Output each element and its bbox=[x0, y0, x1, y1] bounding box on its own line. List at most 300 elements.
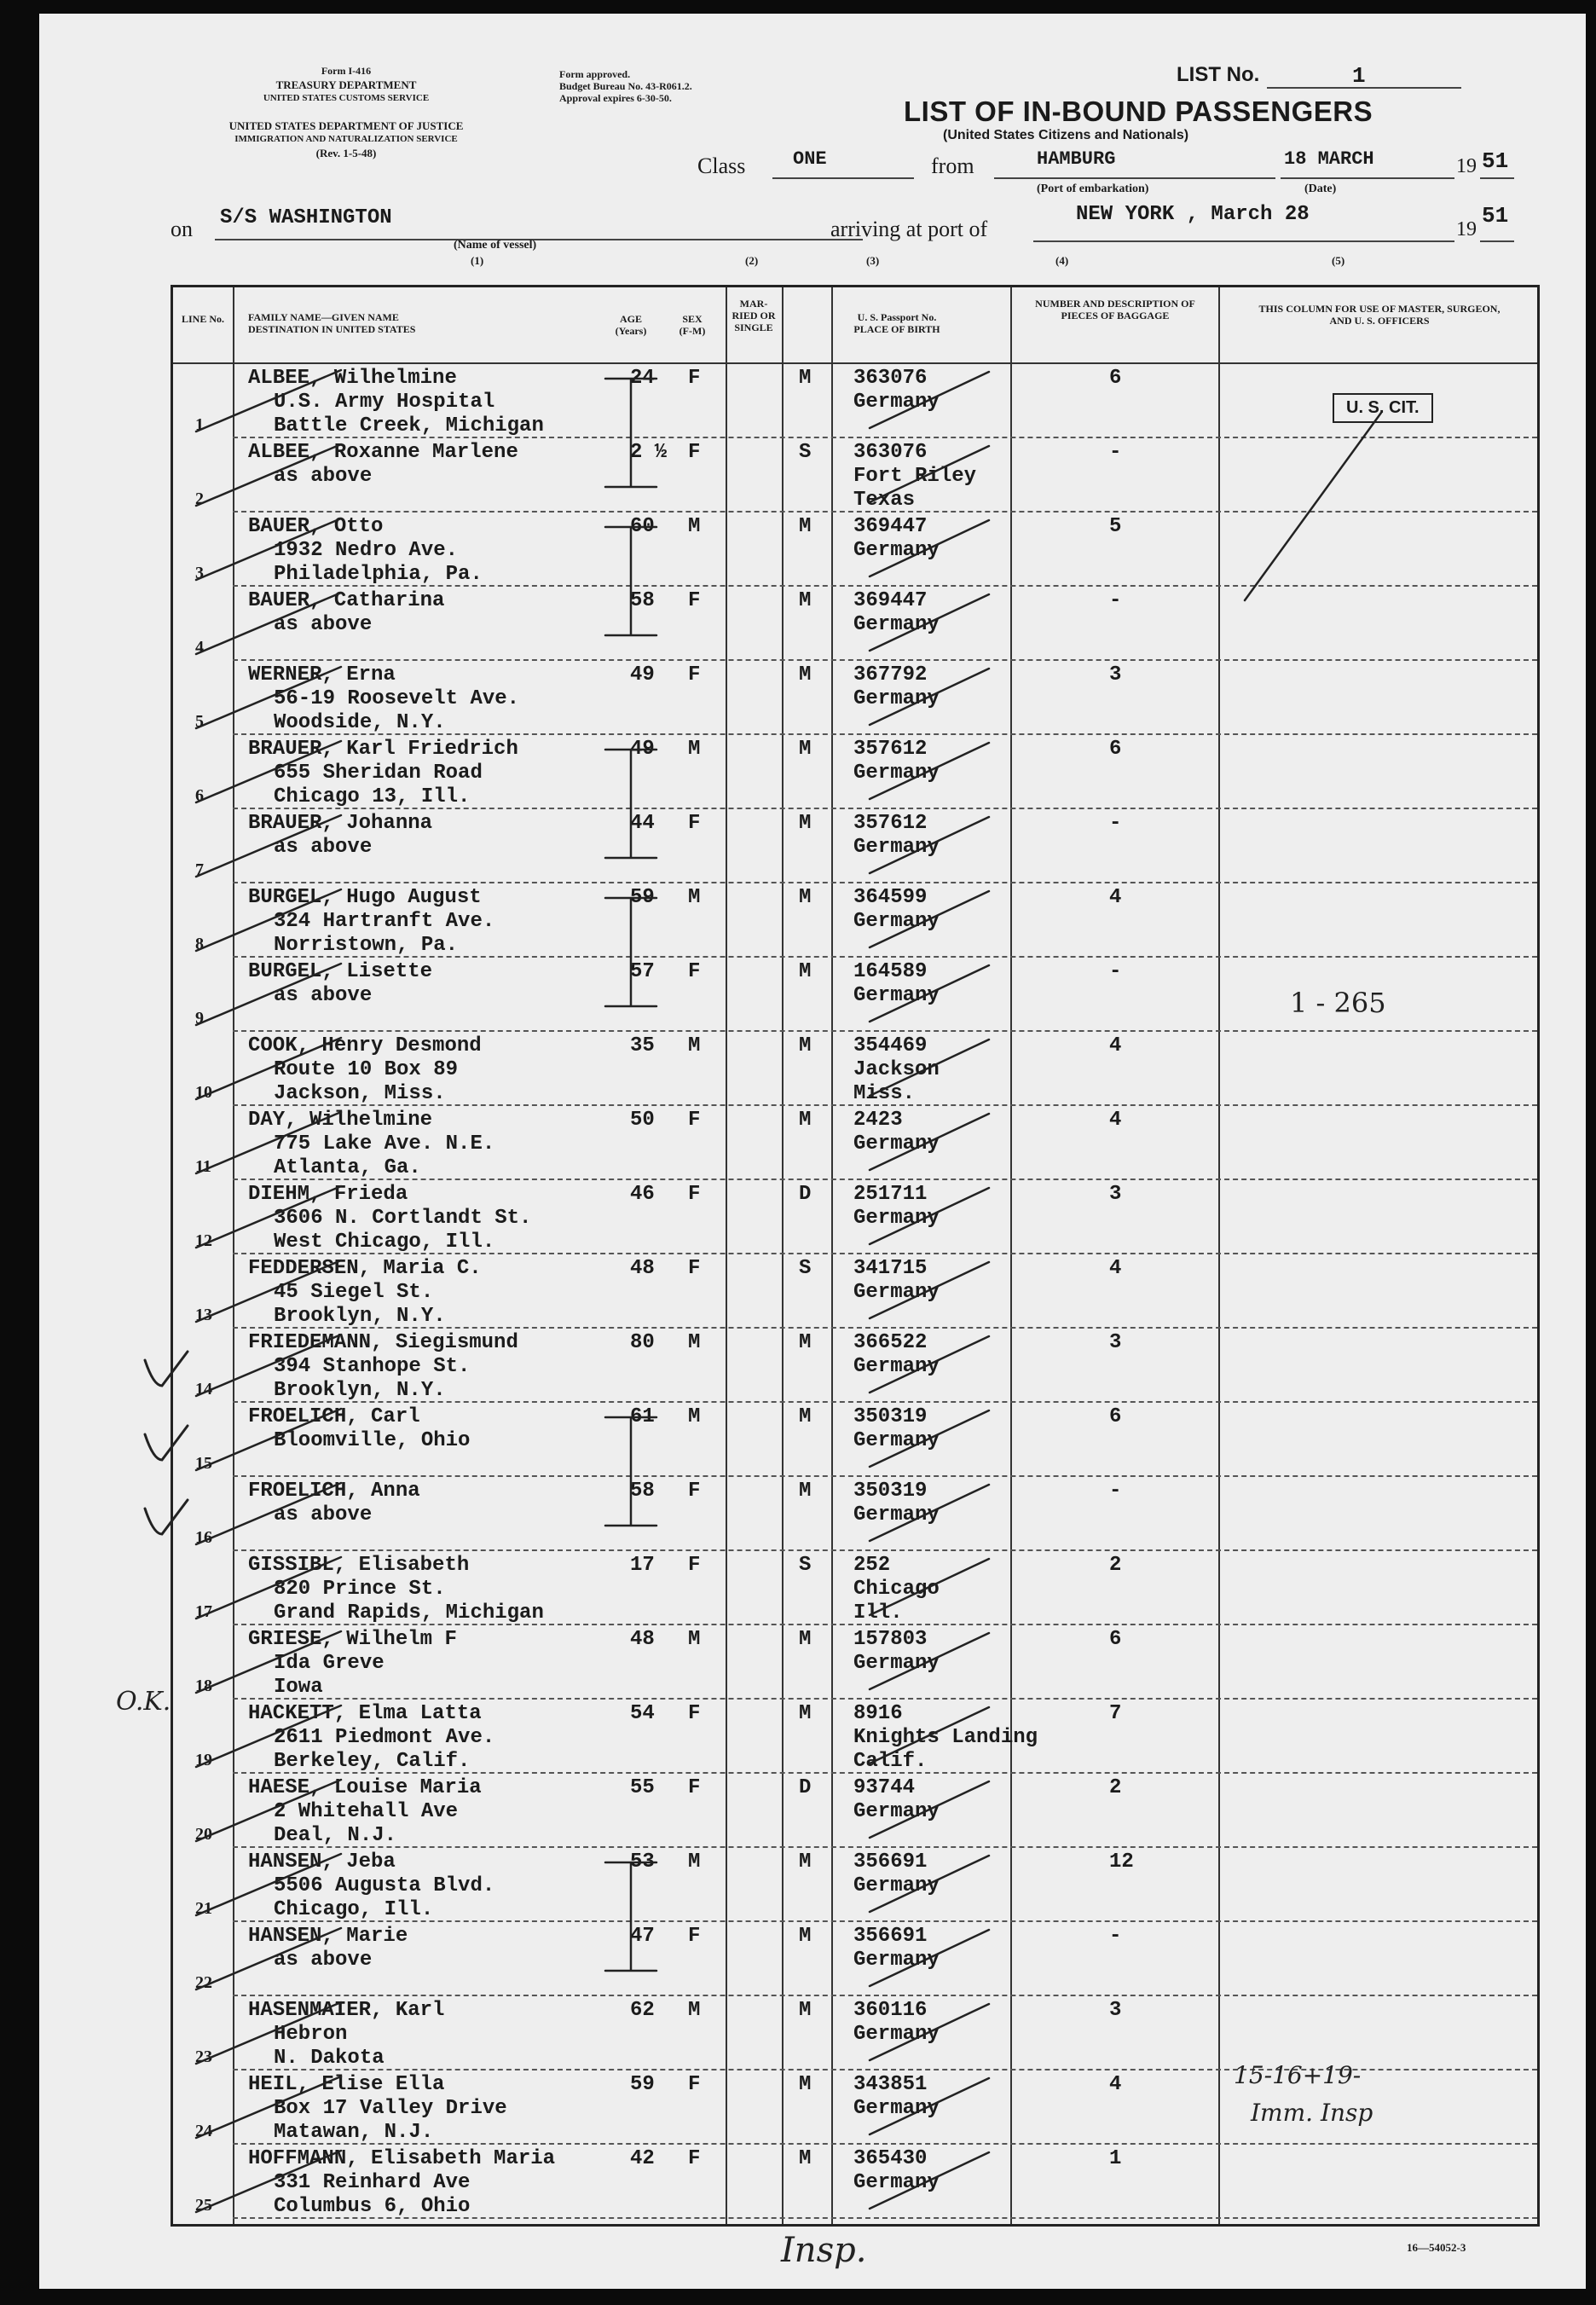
place-of-birth: Germany bbox=[853, 1355, 940, 1378]
passenger-name: GISSIBL, Elisabeth bbox=[248, 1554, 470, 1577]
place-of-birth: Germany bbox=[853, 984, 940, 1007]
year2-prefix: 19 bbox=[1456, 218, 1477, 240]
passenger-name: DIEHM, Frieda bbox=[248, 1183, 408, 1206]
marital-status: M bbox=[799, 886, 812, 909]
passport-number: 357612 bbox=[853, 812, 928, 835]
sex: F bbox=[688, 589, 701, 612]
age: 58 bbox=[630, 1480, 655, 1503]
place-of-birth: Germany bbox=[853, 1207, 940, 1230]
sex: M bbox=[688, 1331, 701, 1354]
approval-line-2: Budget Bureau No. 43-R061.2. bbox=[559, 80, 692, 92]
passport-number: 8916 bbox=[853, 1702, 903, 1725]
sex: M bbox=[688, 1034, 701, 1057]
destination-line: 5506 Augusta Blvd. bbox=[274, 1874, 495, 1897]
line-number: 4 bbox=[195, 638, 204, 657]
table-row bbox=[173, 2145, 1537, 2219]
age: 59 bbox=[630, 2073, 655, 2096]
place-of-birth: Fort Riley bbox=[853, 465, 977, 488]
place-of-birth: Miss. bbox=[853, 1082, 916, 1105]
baggage-count: 3 bbox=[1109, 663, 1122, 686]
age: 61 bbox=[630, 1405, 655, 1428]
place-of-birth: Chicago bbox=[853, 1578, 940, 1601]
passport-number: 365430 bbox=[853, 2147, 928, 2170]
sex: F bbox=[688, 1257, 701, 1280]
destination-line: Matawan, N.J. bbox=[274, 2121, 434, 2144]
sex: F bbox=[688, 812, 701, 835]
col-header-name: FAMILY NAME—GIVEN NAME bbox=[248, 311, 399, 323]
marital-status: M bbox=[799, 589, 812, 612]
place-of-birth: Germany bbox=[853, 1429, 940, 1452]
passport-number: 356691 bbox=[853, 1850, 928, 1874]
passenger-name: ALBEE, Wilhelmine bbox=[248, 367, 457, 390]
line-number: 15 bbox=[195, 1454, 212, 1473]
sex: F bbox=[688, 1480, 701, 1503]
year2-rule bbox=[1480, 240, 1514, 242]
marital-status: M bbox=[799, 1702, 812, 1725]
age: 62 bbox=[630, 1999, 655, 2022]
place-of-birth: Germany bbox=[853, 1503, 940, 1526]
destination-line: N. Dakota bbox=[274, 2047, 385, 2070]
col-header-baggage: NUMBER AND DESCRIPTION OF PIECES OF BAGGAGE bbox=[1035, 298, 1195, 321]
sex: F bbox=[688, 1554, 701, 1577]
place-of-birth: Knights Landing bbox=[853, 1726, 1038, 1749]
sex: M bbox=[688, 886, 701, 909]
destination-line: Deal, N.J. bbox=[274, 1824, 397, 1847]
sex: M bbox=[688, 1850, 701, 1874]
passport-number: 343851 bbox=[853, 2073, 928, 2096]
place-of-birth: Germany bbox=[853, 762, 940, 785]
table-row bbox=[173, 587, 1537, 661]
destination-line: as above bbox=[274, 984, 373, 1007]
passenger-list-page bbox=[39, 14, 1586, 2289]
marital-status: D bbox=[799, 1776, 812, 1799]
age: 53 bbox=[630, 1850, 655, 1874]
baggage-count: - bbox=[1109, 1925, 1122, 1948]
destination-line: 1932 Nedro Ave. bbox=[274, 539, 459, 562]
marital-status: M bbox=[799, 1480, 812, 1503]
destination-line: as above bbox=[274, 613, 373, 636]
baggage-count: - bbox=[1109, 589, 1122, 612]
passenger-name: FRIEDEMANN, Siegismund bbox=[248, 1331, 518, 1354]
line-number: 1 bbox=[195, 415, 204, 434]
age: 2 ½ bbox=[630, 441, 668, 464]
baggage-count: 4 bbox=[1109, 886, 1122, 909]
baggage-count: 6 bbox=[1109, 367, 1122, 390]
line-number: 13 bbox=[195, 1306, 212, 1324]
line-number: 19 bbox=[195, 1751, 212, 1769]
on-label: on bbox=[171, 217, 193, 241]
line-number: 9 bbox=[195, 1009, 204, 1028]
sex: M bbox=[688, 1999, 701, 2022]
marital-status: M bbox=[799, 1405, 812, 1428]
destination-line: West Chicago, Ill. bbox=[274, 1231, 495, 1254]
baggage-count: 4 bbox=[1109, 1034, 1122, 1057]
marital-status: M bbox=[799, 1999, 812, 2022]
vessel-rule bbox=[215, 239, 863, 240]
line-number: 6 bbox=[195, 786, 204, 805]
passport-number: 157803 bbox=[853, 1628, 928, 1651]
passenger-name: BURGEL, Lisette bbox=[248, 960, 433, 983]
passport-number: 364599 bbox=[853, 886, 928, 909]
age: 24 bbox=[630, 367, 655, 390]
line-number: 14 bbox=[195, 1380, 212, 1399]
table-row bbox=[173, 1625, 1537, 1700]
approval-line-1: Form approved. bbox=[559, 68, 631, 80]
sex: F bbox=[688, 2073, 701, 2096]
place-of-birth: Germany bbox=[853, 391, 940, 414]
age: 47 bbox=[630, 1925, 655, 1948]
passenger-name: GRIESE, Wilhelm F bbox=[248, 1628, 457, 1651]
marital-status: M bbox=[799, 663, 812, 686]
col-number-2: (2) bbox=[745, 254, 759, 267]
passport-number: 363076 bbox=[853, 367, 928, 390]
destination-line: Hebron bbox=[274, 2023, 348, 2046]
table-row bbox=[173, 883, 1537, 958]
vessel-name: S/S WASHINGTON bbox=[220, 206, 392, 229]
marital-status: M bbox=[799, 367, 812, 390]
age: 42 bbox=[630, 2147, 655, 2170]
arriving-label: arriving at port of bbox=[830, 217, 988, 241]
passport-number: 350319 bbox=[853, 1405, 928, 1428]
place-of-birth: Germany bbox=[853, 910, 940, 933]
destination-line: Battle Creek, Michigan bbox=[274, 414, 544, 437]
destination-line: as above bbox=[274, 836, 373, 859]
place-of-birth: Texas bbox=[853, 489, 916, 512]
line-number: 17 bbox=[195, 1602, 212, 1621]
place-of-birth: Jackson bbox=[853, 1058, 940, 1081]
table-row bbox=[173, 513, 1537, 587]
inspector-signature: Insp. bbox=[781, 2231, 867, 2270]
passenger-table bbox=[171, 285, 1540, 2227]
passenger-name: HANSEN, Marie bbox=[248, 1925, 408, 1948]
passenger-name: HEIL, Elise Ella bbox=[248, 2073, 445, 2096]
col-header-destination: DESTINATION IN UNITED STATES bbox=[248, 323, 416, 335]
destination-line: 394 Stanhope St. bbox=[274, 1355, 471, 1378]
table-row bbox=[173, 1329, 1537, 1403]
ins-service: IMMIGRATION AND NATURALIZATION SERVICE bbox=[234, 134, 458, 144]
age: 48 bbox=[630, 1628, 655, 1651]
place-of-birth: Germany bbox=[853, 2023, 940, 2046]
sex: F bbox=[688, 441, 701, 464]
line-number: 18 bbox=[195, 1677, 212, 1695]
justice-dept: UNITED STATES DEPARTMENT OF JUSTICE bbox=[228, 119, 464, 132]
destination-line: Philadelphia, Pa. bbox=[274, 563, 483, 586]
table-row bbox=[173, 1106, 1537, 1180]
age: 49 bbox=[630, 663, 655, 686]
col-header-sex: SEX bbox=[682, 313, 703, 325]
marital-status: M bbox=[799, 812, 812, 835]
inspector-note-line-1: 15-16+19- bbox=[1234, 2061, 1362, 2089]
age: 44 bbox=[630, 812, 655, 835]
baggage-count: 6 bbox=[1109, 738, 1122, 761]
table-row bbox=[173, 1922, 1537, 1996]
line-number: 22 bbox=[195, 1973, 212, 1992]
destination-line: 2 Whitehall Ave bbox=[274, 1800, 459, 1823]
age: 60 bbox=[630, 515, 655, 538]
destination-line: Jackson, Miss. bbox=[274, 1082, 446, 1105]
baggage-count: 6 bbox=[1109, 1405, 1122, 1428]
destination-line: 655 Sheridan Road bbox=[274, 762, 483, 785]
passenger-name: BAUER, Catharina bbox=[248, 589, 445, 612]
destination-line: 56-19 Roosevelt Ave. bbox=[274, 687, 520, 710]
passenger-name: WERNER, Erna bbox=[248, 663, 396, 686]
from-label: from bbox=[931, 153, 974, 178]
destination-line: 45 Siegel St. bbox=[274, 1281, 434, 1304]
marital-status: S bbox=[799, 1257, 812, 1280]
baggage-count: - bbox=[1109, 960, 1122, 983]
baggage-count: 4 bbox=[1109, 1257, 1122, 1280]
baggage-count: 2 bbox=[1109, 1776, 1122, 1799]
place-of-birth: Germany bbox=[853, 687, 940, 710]
port-of-embarkation: HAMBURG bbox=[1037, 148, 1116, 170]
page-title: LIST OF IN-BOUND PASSENGERS bbox=[904, 96, 1373, 127]
passenger-name: DAY, Wilhelmine bbox=[248, 1109, 433, 1132]
line-number: 8 bbox=[195, 935, 204, 953]
col-header-birthplace: PLACE OF BIRTH bbox=[853, 323, 940, 335]
inspector-note-line-2: Imm. Insp bbox=[1251, 2099, 1373, 2127]
marital-status: S bbox=[799, 1554, 812, 1577]
sex: F bbox=[688, 1183, 701, 1206]
marital-status: M bbox=[799, 2147, 812, 2170]
passport-number: 252 bbox=[853, 1554, 891, 1577]
marital-status: M bbox=[799, 1628, 812, 1651]
passenger-name: BRAUER, Karl Friedrich bbox=[248, 738, 518, 761]
tally-note: 1 - 265 bbox=[1290, 987, 1386, 1019]
line-number: 3 bbox=[195, 564, 204, 582]
marital-status: S bbox=[799, 441, 812, 464]
sex: M bbox=[688, 738, 701, 761]
col-header-age-years: (Years) bbox=[615, 325, 647, 337]
destination-line: Bloomville, Ohio bbox=[274, 1429, 471, 1452]
passenger-name: HAESE, Louise Maria bbox=[248, 1776, 482, 1799]
line-number: 24 bbox=[195, 2122, 212, 2140]
marital-status: M bbox=[799, 515, 812, 538]
destination-line: Grand Rapids, Michigan bbox=[274, 1601, 544, 1625]
list-no-label: LIST No. bbox=[1177, 63, 1260, 86]
age: 49 bbox=[630, 738, 655, 761]
passport-number: 93744 bbox=[853, 1776, 916, 1799]
sex: M bbox=[688, 1405, 701, 1428]
passport-number: 367792 bbox=[853, 663, 928, 686]
line-number: 20 bbox=[195, 1825, 212, 1844]
year2-value: 51 bbox=[1482, 203, 1509, 229]
passenger-name: BURGEL, Hugo August bbox=[248, 886, 482, 909]
marital-status: M bbox=[799, 1925, 812, 1948]
margin-ok-note: O.K. bbox=[116, 1687, 171, 1717]
destination-line: Norristown, Pa. bbox=[274, 934, 459, 957]
passenger-name: HASENMAIER, Karl bbox=[248, 1999, 445, 2022]
table-row bbox=[173, 1477, 1537, 1551]
sex: F bbox=[688, 1776, 701, 1799]
age: 17 bbox=[630, 1554, 655, 1577]
baggage-count: - bbox=[1109, 812, 1122, 835]
table-row bbox=[173, 1254, 1537, 1329]
destination-line: as above bbox=[274, 1503, 373, 1526]
passenger-name: FEDDERSEN, Maria C. bbox=[248, 1257, 482, 1280]
sex: F bbox=[688, 1702, 701, 1725]
destination-line: as above bbox=[274, 465, 373, 488]
form-number: Form I-416 bbox=[321, 65, 372, 77]
passport-number: 356691 bbox=[853, 1925, 928, 1948]
destination-line: Chicago, Ill. bbox=[274, 1898, 434, 1921]
col-header-passport: U. S. Passport No. bbox=[857, 311, 937, 323]
destination-line: Brooklyn, N.Y. bbox=[274, 1379, 446, 1402]
line-number: 16 bbox=[195, 1528, 212, 1547]
age: 48 bbox=[630, 1257, 655, 1280]
arrival-rule bbox=[1033, 240, 1454, 242]
class-value: ONE bbox=[793, 148, 827, 170]
table-row bbox=[173, 1551, 1537, 1625]
passport-number: 366522 bbox=[853, 1331, 928, 1354]
destination-line: 3606 N. Cortlandt St. bbox=[274, 1207, 532, 1230]
destination-line: Berkeley, Calif. bbox=[274, 1750, 471, 1773]
passenger-name: HOFFMANN, Elisabeth Maria bbox=[248, 2147, 556, 2170]
approval-line-3: Approval expires 6-30-50. bbox=[559, 92, 672, 104]
table-row bbox=[173, 1403, 1537, 1477]
customs-service: UNITED STATES CUSTOMS SERVICE bbox=[263, 93, 430, 103]
year-rule bbox=[1480, 177, 1514, 179]
table-row bbox=[173, 1996, 1537, 2070]
place-of-birth: Germany bbox=[853, 1281, 940, 1304]
table-row bbox=[173, 735, 1537, 809]
arrival-port-date: NEW YORK , March 28 bbox=[1076, 203, 1310, 226]
age: 46 bbox=[630, 1183, 655, 1206]
destination-line: 775 Lake Ave. N.E. bbox=[274, 1132, 495, 1155]
year-value: 51 bbox=[1482, 148, 1509, 174]
baggage-count: - bbox=[1109, 1480, 1122, 1503]
passport-number: 354469 bbox=[853, 1034, 928, 1057]
destination-line: Box 17 Valley Drive bbox=[274, 2097, 507, 2120]
destination-line: Brooklyn, N.Y. bbox=[274, 1305, 446, 1328]
line-number: 12 bbox=[195, 1231, 212, 1250]
table-row bbox=[173, 438, 1537, 513]
passport-number: 360116 bbox=[853, 1999, 928, 2022]
marital-status: M bbox=[799, 1850, 812, 1874]
destination-line: Ida Greve bbox=[274, 1652, 385, 1675]
baggage-count: 3 bbox=[1109, 1183, 1122, 1206]
line-number: 10 bbox=[195, 1083, 212, 1102]
baggage-count: 2 bbox=[1109, 1554, 1122, 1577]
passport-number: 369447 bbox=[853, 515, 928, 538]
destination-line: Iowa bbox=[274, 1676, 323, 1699]
destination-line: 324 Hartranft Ave. bbox=[274, 910, 495, 933]
baggage-count: 6 bbox=[1109, 1628, 1122, 1651]
marital-status: M bbox=[799, 1331, 812, 1354]
sex: F bbox=[688, 1925, 701, 1948]
marital-status: M bbox=[799, 738, 812, 761]
age: 50 bbox=[630, 1109, 655, 1132]
passenger-name: BAUER, Otto bbox=[248, 515, 384, 538]
passport-number: 2423 bbox=[853, 1109, 903, 1132]
port-caption: (Port of embarkation) bbox=[1037, 182, 1149, 195]
revision: (Rev. 1-5-48) bbox=[315, 147, 377, 159]
from-rule bbox=[994, 177, 1275, 179]
baggage-count: 4 bbox=[1109, 1109, 1122, 1132]
passport-number: 341715 bbox=[853, 1257, 928, 1280]
baggage-count: 3 bbox=[1109, 1999, 1122, 2022]
line-number: 23 bbox=[195, 2047, 212, 2066]
marital-status: D bbox=[799, 1183, 812, 1206]
treasury-dept: TREASURY DEPARTMENT bbox=[275, 78, 417, 91]
baggage-count: 1 bbox=[1109, 2147, 1122, 2170]
age: 59 bbox=[630, 886, 655, 909]
baggage-count: 3 bbox=[1109, 1331, 1122, 1354]
passenger-name: ALBEE, Roxanne Marlene bbox=[248, 441, 518, 464]
footer-code: 16—54052-3 bbox=[1407, 2241, 1466, 2254]
destination-line: U.S. Army Hospital bbox=[274, 391, 495, 414]
age: 58 bbox=[630, 589, 655, 612]
age: 54 bbox=[630, 1702, 655, 1725]
departure-date: 18 MARCH bbox=[1284, 148, 1374, 170]
destination-line: 331 Reinhard Ave bbox=[274, 2171, 471, 2194]
line-number: 5 bbox=[195, 712, 204, 731]
passport-number: 251711 bbox=[853, 1183, 928, 1206]
passport-number: 357612 bbox=[853, 738, 928, 761]
sex: F bbox=[688, 2147, 701, 2170]
age: 80 bbox=[630, 1331, 655, 1354]
place-of-birth: Germany bbox=[853, 1652, 940, 1675]
year-prefix: 19 bbox=[1456, 155, 1477, 177]
passenger-name: COOK, Henry Desmond bbox=[248, 1034, 482, 1057]
col-header-line-no: LINE No. bbox=[181, 313, 224, 325]
place-of-birth: Germany bbox=[853, 539, 940, 562]
col-header-officers: THIS COLUMN FOR USE OF MASTER, SURGEON, AND U. S. OFFICERS bbox=[1258, 303, 1501, 327]
line-number: 2 bbox=[195, 489, 204, 508]
baggage-count: 12 bbox=[1109, 1850, 1134, 1874]
age: 35 bbox=[630, 1034, 655, 1057]
age: 57 bbox=[630, 960, 655, 983]
table-row bbox=[173, 1700, 1537, 1774]
sex: F bbox=[688, 663, 701, 686]
passport-number: 363076 bbox=[853, 441, 928, 464]
line-number: 7 bbox=[195, 860, 204, 879]
class-label: Class bbox=[697, 153, 746, 178]
passenger-name: FROELICH, Anna bbox=[248, 1480, 420, 1503]
table-row bbox=[173, 1774, 1537, 1848]
col-number-3: (3) bbox=[866, 254, 880, 267]
marital-status: M bbox=[799, 1109, 812, 1132]
table-row bbox=[173, 1180, 1537, 1254]
destination-line: Route 10 Box 89 bbox=[274, 1058, 459, 1081]
baggage-count: 5 bbox=[1109, 515, 1122, 538]
destination-line: Chicago 13, Ill. bbox=[274, 785, 471, 808]
passenger-name: BRAUER, Johanna bbox=[248, 812, 433, 835]
passport-number: 164589 bbox=[853, 960, 928, 983]
place-of-birth: Germany bbox=[853, 1874, 940, 1897]
place-of-birth: Germany bbox=[853, 2097, 940, 2120]
line-number: 25 bbox=[195, 2196, 212, 2215]
place-of-birth: Germany bbox=[853, 613, 940, 636]
destination-line: 820 Prince St. bbox=[274, 1578, 446, 1601]
destination-line: Columbus 6, Ohio bbox=[274, 2195, 471, 2218]
baggage-count: 4 bbox=[1109, 2073, 1122, 2096]
destination-line: 2611 Piedmont Ave. bbox=[274, 1726, 495, 1749]
passport-number: 369447 bbox=[853, 589, 928, 612]
marital-status: M bbox=[799, 2073, 812, 2096]
destination-line: Woodside, N.Y. bbox=[274, 711, 446, 734]
sex: M bbox=[688, 1628, 701, 1651]
place-of-birth: Germany bbox=[853, 836, 940, 859]
date-rule bbox=[1281, 177, 1454, 179]
class-rule bbox=[772, 177, 914, 179]
vessel-col-number: (1) bbox=[471, 254, 484, 267]
col-header-age: AGE bbox=[619, 313, 642, 325]
date-caption: (Date) bbox=[1304, 182, 1337, 195]
table-row bbox=[173, 1032, 1537, 1106]
passenger-name: HACKETT, Elma Latta bbox=[248, 1702, 482, 1725]
line-number: 21 bbox=[195, 1899, 212, 1918]
place-of-birth: Germany bbox=[853, 1949, 940, 1972]
